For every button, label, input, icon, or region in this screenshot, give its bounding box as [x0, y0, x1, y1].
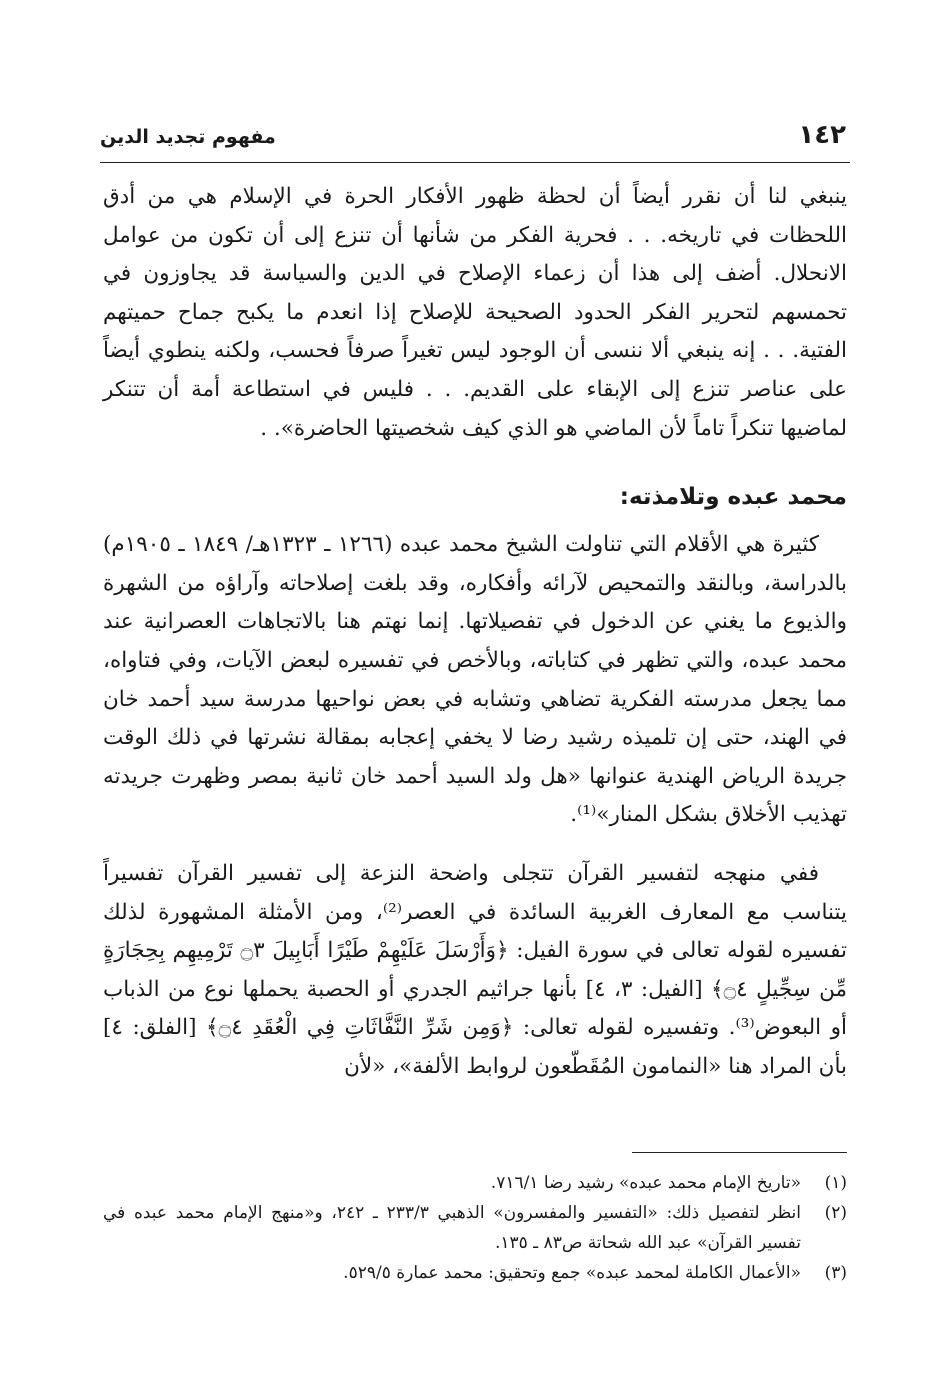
running-title: مفهوم تجديد الدين — [100, 126, 276, 148]
footnote-number: (٣) — [824, 1263, 847, 1283]
footnote-text: «تاريخ الإمام محمد عبده» رشيد رضا ٧١٦/١. — [490, 1173, 801, 1193]
main-text — [103, 178, 847, 1086]
footnotes — [103, 1168, 847, 1288]
footnote-text: انظر لتفصيل ذلك: «التفسير والمفسرون» الذهبي ٢٣٣/٣ ـ ٢٤٢، و«منهج الإمام محمد عبده في تفسير القرآن» عبد الله شحاتة ص٨٣ ـ ١٣٥. — [103, 1203, 801, 1253]
footnote-item — [103, 1258, 847, 1288]
footnote-number: (٢) — [824, 1203, 847, 1223]
footnote-item — [103, 1168, 847, 1198]
section-heading: محمد عبده وتلامذته: — [619, 484, 847, 511]
quote-paragraph: ينبغي لنا أن نقرر أيضاً أن لحظة ظهور الأفكار الحرة في الإسلام هي من أدق اللحظات في تاريخه. . . فحرية الفكر من شأنها أن تنزع إلى أن تكون من عوامل الانحلال. أضف إلى هذا أن زعماء الإصلاح في الدين والسياسة قد يجاوزون في تحمسهم لتحرير الفكر الحدود الصحيحة للإصلاح إذا انعدم ما يكبح جماح حميتهم الفتية. . . إنه ينبغي ألا ننسى أن الوجود ليس تغيراً صرفاً فحسب، ولكنه ينطوي أيضاً على عناصر تنزع إلى الإبقاء على القديم. . . فليس في استطاعة أمة أن تتنكر لماضيها تنكراً تاماً لأن الماضي هو الذي كيف شخصيتها الحاضرة». . — [103, 184, 847, 441]
footnote-number: (١) — [824, 1173, 847, 1193]
footnote-text: «الأعمال الكاملة لمحمد عبده» جمع وتحقيق: محمد عمارة ٥٢٩/٥. — [343, 1263, 801, 1283]
page-header — [100, 118, 850, 163]
paragraph-abduh-intro: كثيرة هي الأقلام التي تناولت الشيخ محمد عبده (١٢٦٦ ـ ١٣٢٣هـ/ ١٨٤٩ ـ ١٩٠٥م) بالدراسة، وبالنقد والتمحيص لآرائه وأفكاره، وقد بلغت إصلاحاته وآراؤه من الشهرة والذيوع ما يغني عن الدخول في تفصيلاتها. إنما نهتم هنا بالاتجاهات العصرانية عند محمد عبده، والتي تظهر في كتاباته، وبالأخص في تفسيره لبعض الآيات، وفي فتاواه، مما يجعل مدرسته الفكرية تضاهي وتشابه في بعض نواحيها مدرسة سيد أحمد خان في الهند، حتى إن تلميذه رشيد رضا لا يخفي إعجابه بمقالة نشرتها في ذلك الوقت جريدة الرياض الهندية عنوانها «هل ولد السيد أحمد خان ثانية بمصر وظهرت جريدته تهذيب الأخلاق بشكل المنار»⁽¹⁾. — [103, 532, 847, 828]
page-number: ١٤٢ — [798, 120, 846, 150]
footnote-item — [103, 1198, 847, 1258]
paragraph-tafsir: ففي منهجه لتفسير القرآن تتجلى واضحة النزعة إلى تفسير القرآن تفسيراً يتناسب مع المعارف الغربية السائدة في العصر⁽²⁾، ومن الأمثلة المشهورة لذلك تفسيره لقوله تعالى في سورة الفيل: ﴿وَأَرْسَلَ عَلَيْهِمْ طَيْرًا أَبَابِيلَ ۝٣ تَرْمِيهِم بِحِجَارَةٍ مِّن سِجِّيلٍ ۝٤﴾ [الفيل: ٣، ٤] بأنها جراثيم الجدري أو الحصبة يحملها نوع من الذباب أو البعوض⁽³⁾. وتفسيره لقوله تعالى: ﴿وَمِن شَرِّ النَّفَّاثَاتِ فِي الْعُقَدِ ۝٤﴾ [الفلق: ٤] بأن المراد هنا «النمامون المُقَطّعون لروابط الألفة»، «لأن — [103, 860, 847, 1079]
footnote-divider — [632, 1152, 847, 1153]
